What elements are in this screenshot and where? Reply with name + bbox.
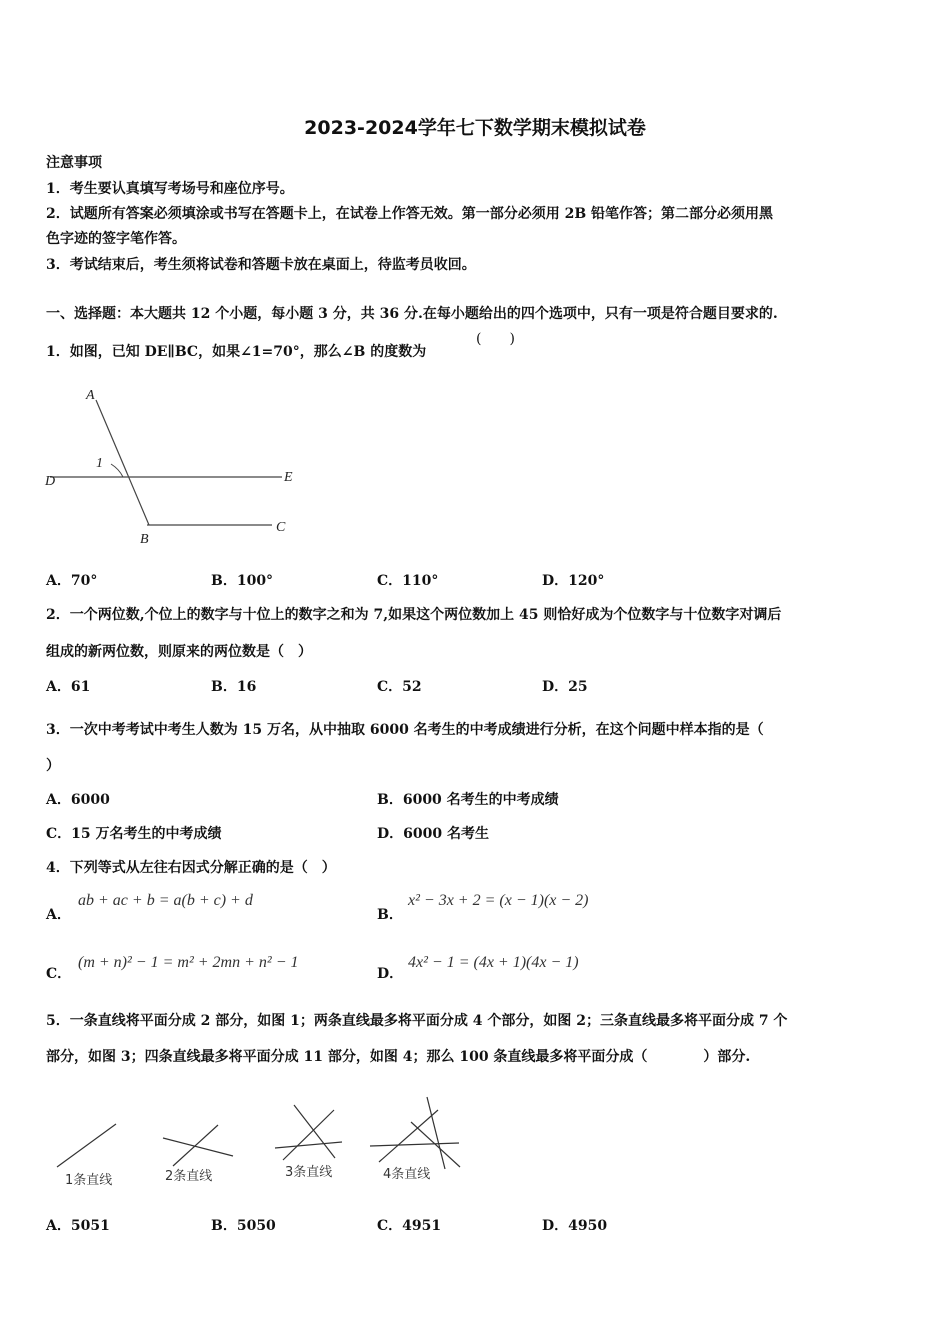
q2-option-d[interactable]: D．25 xyxy=(542,679,588,695)
q4-option-a-formula[interactable]: ab + ac + b = a(b + c) + d xyxy=(78,892,253,909)
q2-option-c[interactable]: C．52 xyxy=(377,679,422,695)
q1-option-c[interactable]: C．110° xyxy=(377,573,439,589)
label-c: C xyxy=(276,520,286,535)
q1-answer-paren: ( ) xyxy=(476,331,515,347)
fig4-line xyxy=(370,1143,459,1146)
angle-1-arc xyxy=(111,464,123,477)
q3-option-b[interactable]: B．6000 名考生的中考成绩 xyxy=(377,792,559,808)
notice-item: 2．试题所有答案必须填涂或书写在答题卡上，在试卷上作答无效。第一部分必须用 2B 铅笔作答；第二部分必须用黑 xyxy=(46,206,774,222)
q5-figures xyxy=(45,1090,475,1195)
fig3-caption: 3条直线 xyxy=(285,1165,333,1180)
q4-option-b-letter[interactable]: B． xyxy=(377,907,403,923)
q4-option-a-letter[interactable]: A． xyxy=(46,907,71,923)
q1-option-d[interactable]: D．120° xyxy=(542,573,605,589)
fig2-line xyxy=(173,1125,218,1166)
fig1-line xyxy=(57,1124,116,1167)
q3-option-a[interactable]: A．6000 xyxy=(46,792,110,808)
section-heading: 一、选择题：本大题共 12 个小题，每小题 3 分，共 36 分.在每小题给出的四个选项中，只有一项是符合题目要求的. xyxy=(46,306,778,322)
q5-option-a[interactable]: A．5051 xyxy=(46,1218,110,1234)
q5-option-d[interactable]: D．4950 xyxy=(542,1218,608,1234)
q2-option-b[interactable]: B．16 xyxy=(211,679,257,695)
q4-option-c-formula[interactable]: (m + n)² − 1 = m² + 2mn + n² − 1 xyxy=(78,954,299,971)
notice-item: 色字迹的签字笔作答。 xyxy=(46,231,186,247)
label-b: B xyxy=(140,532,149,547)
line-ab xyxy=(96,400,149,525)
fig2-caption: 2条直线 xyxy=(165,1169,213,1184)
label-d: D xyxy=(45,474,56,489)
q4-option-b-formula[interactable]: x² − 3x + 2 = (x − 1)(x − 2) xyxy=(408,892,589,909)
q4-stem: 4．下列等式从左往右因式分解正确的是（ ） xyxy=(46,860,336,876)
page-title: 2023-2024学年七下数学期末模拟试卷 xyxy=(304,117,646,139)
fig3-line xyxy=(283,1110,334,1160)
fig4-line xyxy=(427,1097,445,1169)
q3-stem-line1: 3．一次中考考试中考生人数为 15 万名，从中抽取 6000 名考生的中考成绩进行分析，在这个问题中样本指的是（ xyxy=(46,722,764,738)
q3-stem-line2: ） xyxy=(46,758,60,774)
notice-item: 1．考生要认真填写考场号和座位序号。 xyxy=(46,181,294,197)
q2-stem-line2: 组成的新两位数，则原来的两位数是（ ） xyxy=(46,644,312,660)
fig4-caption: 4条直线 xyxy=(383,1167,431,1182)
q1-figure xyxy=(40,385,310,550)
q5-option-b[interactable]: B．5050 xyxy=(211,1218,276,1234)
q1-stem: 1．如图，已知 DE∥BC，如果∠1=70°，那么∠B 的度数为 xyxy=(46,344,427,360)
q2-stem-line1: 2．一个两位数,个位上的数字与十位上的数字之和为 7,如果这个两位数加上 45 则恰好成为个位数字与十位数字对调后 xyxy=(46,607,782,623)
notice-heading: 注意事项 xyxy=(46,155,102,171)
fig2-line xyxy=(163,1138,233,1156)
q3-option-c[interactable]: C．15 万名考生的中考成绩 xyxy=(46,826,222,842)
q3-option-d[interactable]: D．6000 名考生 xyxy=(377,826,489,842)
fig1-caption: 1条直线 xyxy=(65,1173,113,1188)
q5-stem-line2: 部分，如图 3；四条直线最多将平面分成 11 部分，如图 4；那么 100 条直线最多将平面分成（ ）部分. xyxy=(46,1049,751,1065)
q5-option-c[interactable]: C．4951 xyxy=(377,1218,442,1234)
notice-item: 3．考试结束后，考生须将试卷和答题卡放在桌面上，待监考员收回。 xyxy=(46,257,476,273)
fig3-line xyxy=(294,1105,335,1158)
q4-option-c-letter[interactable]: C． xyxy=(46,966,72,982)
q1-option-a[interactable]: A．70° xyxy=(46,573,98,589)
q2-option-a[interactable]: A．61 xyxy=(46,679,91,695)
label-1: 1 xyxy=(96,456,103,471)
q5-stem-line1: 5．一条直线将平面分成 2 部分，如图 1；两条直线最多将平面分成 4 个部分，如图 2；三条直线最多将平面分成 7 个 xyxy=(46,1013,788,1029)
label-a: A xyxy=(86,388,95,403)
fig3-line xyxy=(275,1142,342,1148)
q4-option-d-formula[interactable]: 4x² − 1 = (4x + 1)(4x − 1) xyxy=(408,954,579,971)
label-e: E xyxy=(284,470,293,485)
q1-option-b[interactable]: B．100° xyxy=(211,573,274,589)
fig4-line xyxy=(379,1110,438,1162)
q4-option-d-letter[interactable]: D． xyxy=(377,966,404,982)
